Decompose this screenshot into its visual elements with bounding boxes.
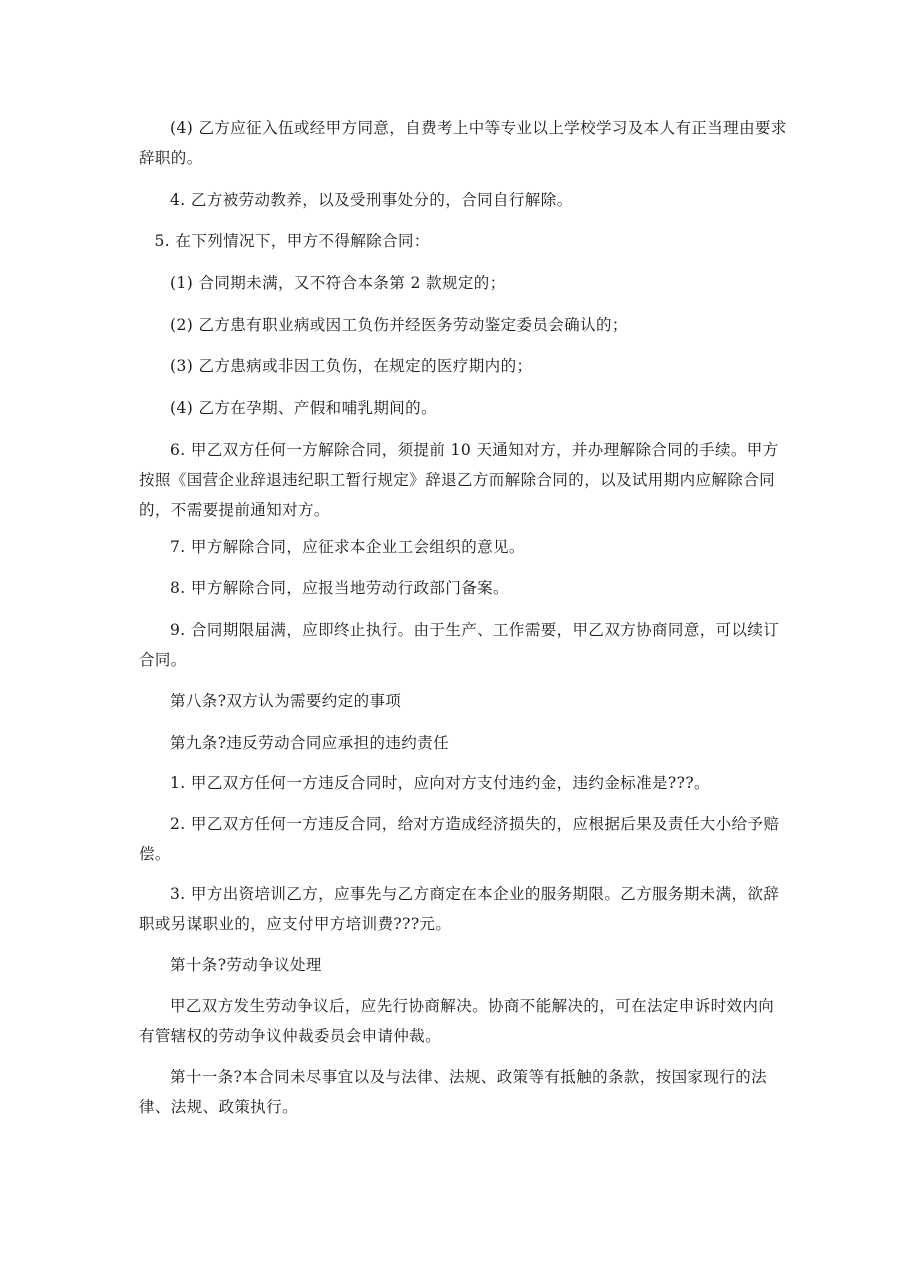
paragraph-clause-5-1: (1) 合同期未满，又不符合本条第 2 款规定的；	[170, 274, 506, 292]
article-8-heading: 第八条?双方认为需要约定的事项	[170, 692, 402, 710]
paragraph-clause-5-2: (2) 乙方患有职业病或因工负伤并经医务劳动鉴定委员会确认的；	[170, 316, 628, 334]
paragraph-penalty-3: 3. 甲方出资培训乙方，应事先与乙方商定在本企业的服务期限。乙方服务期未满，欲辞职或另谋职业的，应支付甲方培训费???元。	[139, 885, 780, 933]
paragraph-penalty-2: 2. 甲乙双方任何一方违反合同，给对方造成经济损失的，应根据后果及责任大小给予赔偿。	[139, 815, 780, 863]
paragraph-clause-5-3: (3) 乙方患病或非因工负伤，在规定的医疗期内的；	[170, 357, 533, 375]
article-9-heading: 第九条?违反劳动合同应承担的违约责任	[170, 734, 450, 752]
paragraph-item-6: 6. 甲乙双方任何一方解除合同，须提前 10 天通知对方，并办理解除合同的手续。甲方按照《国营企业辞退违纪职工暂行规定》辞退乙方而解除合同的，以及试用期内应解除合同的，不需要提前通知对方。	[139, 441, 779, 519]
article-11-paragraph: 第十一条?本合同未尽事宜以及与法律、法规、政策等有抵触的条款，按国家现行的法律、法规、政策执行。	[139, 1068, 768, 1116]
paragraph-penalty-1: 1. 甲乙双方任何一方违反合同时，应向对方支付违约金，违约金标准是???。	[170, 774, 710, 792]
paragraph-item-7: 7. 甲方解除合同，应征求本企业工会组织的意见。	[170, 538, 525, 556]
paragraph-item-5: 5. 在下列情况下，甲方不得解除合同：	[154, 232, 430, 250]
paragraph-item-4: 4. 乙方被劳动教养，以及受刑事处分的，合同自行解除。	[170, 191, 573, 209]
paragraph-item-9: 9. 合同期限届满，应即终止执行。由于生产、工作需要，甲乙双方协商同意，可以续订合同。	[139, 621, 780, 669]
paragraph-dispute: 甲乙双方发生劳动争议后，应先行协商解决。协商不能解决的，可在法定申诉时效内向有管辖权的劳动争议仲裁委员会申请仲裁。	[139, 997, 775, 1045]
paragraph-clause-4-4: (4) 乙方应征入伍或经甲方同意，自费考上中等专业以上学校学习及本人有正当理由要求辞职的。	[139, 119, 787, 167]
paragraph-clause-5-4: (4) 乙方在孕期、产假和哺乳期间的。	[170, 399, 437, 417]
paragraph-item-8: 8. 甲方解除合同，应报当地劳动行政部门备案。	[170, 579, 509, 597]
article-10-heading: 第十条?劳动争议处理	[170, 956, 322, 974]
